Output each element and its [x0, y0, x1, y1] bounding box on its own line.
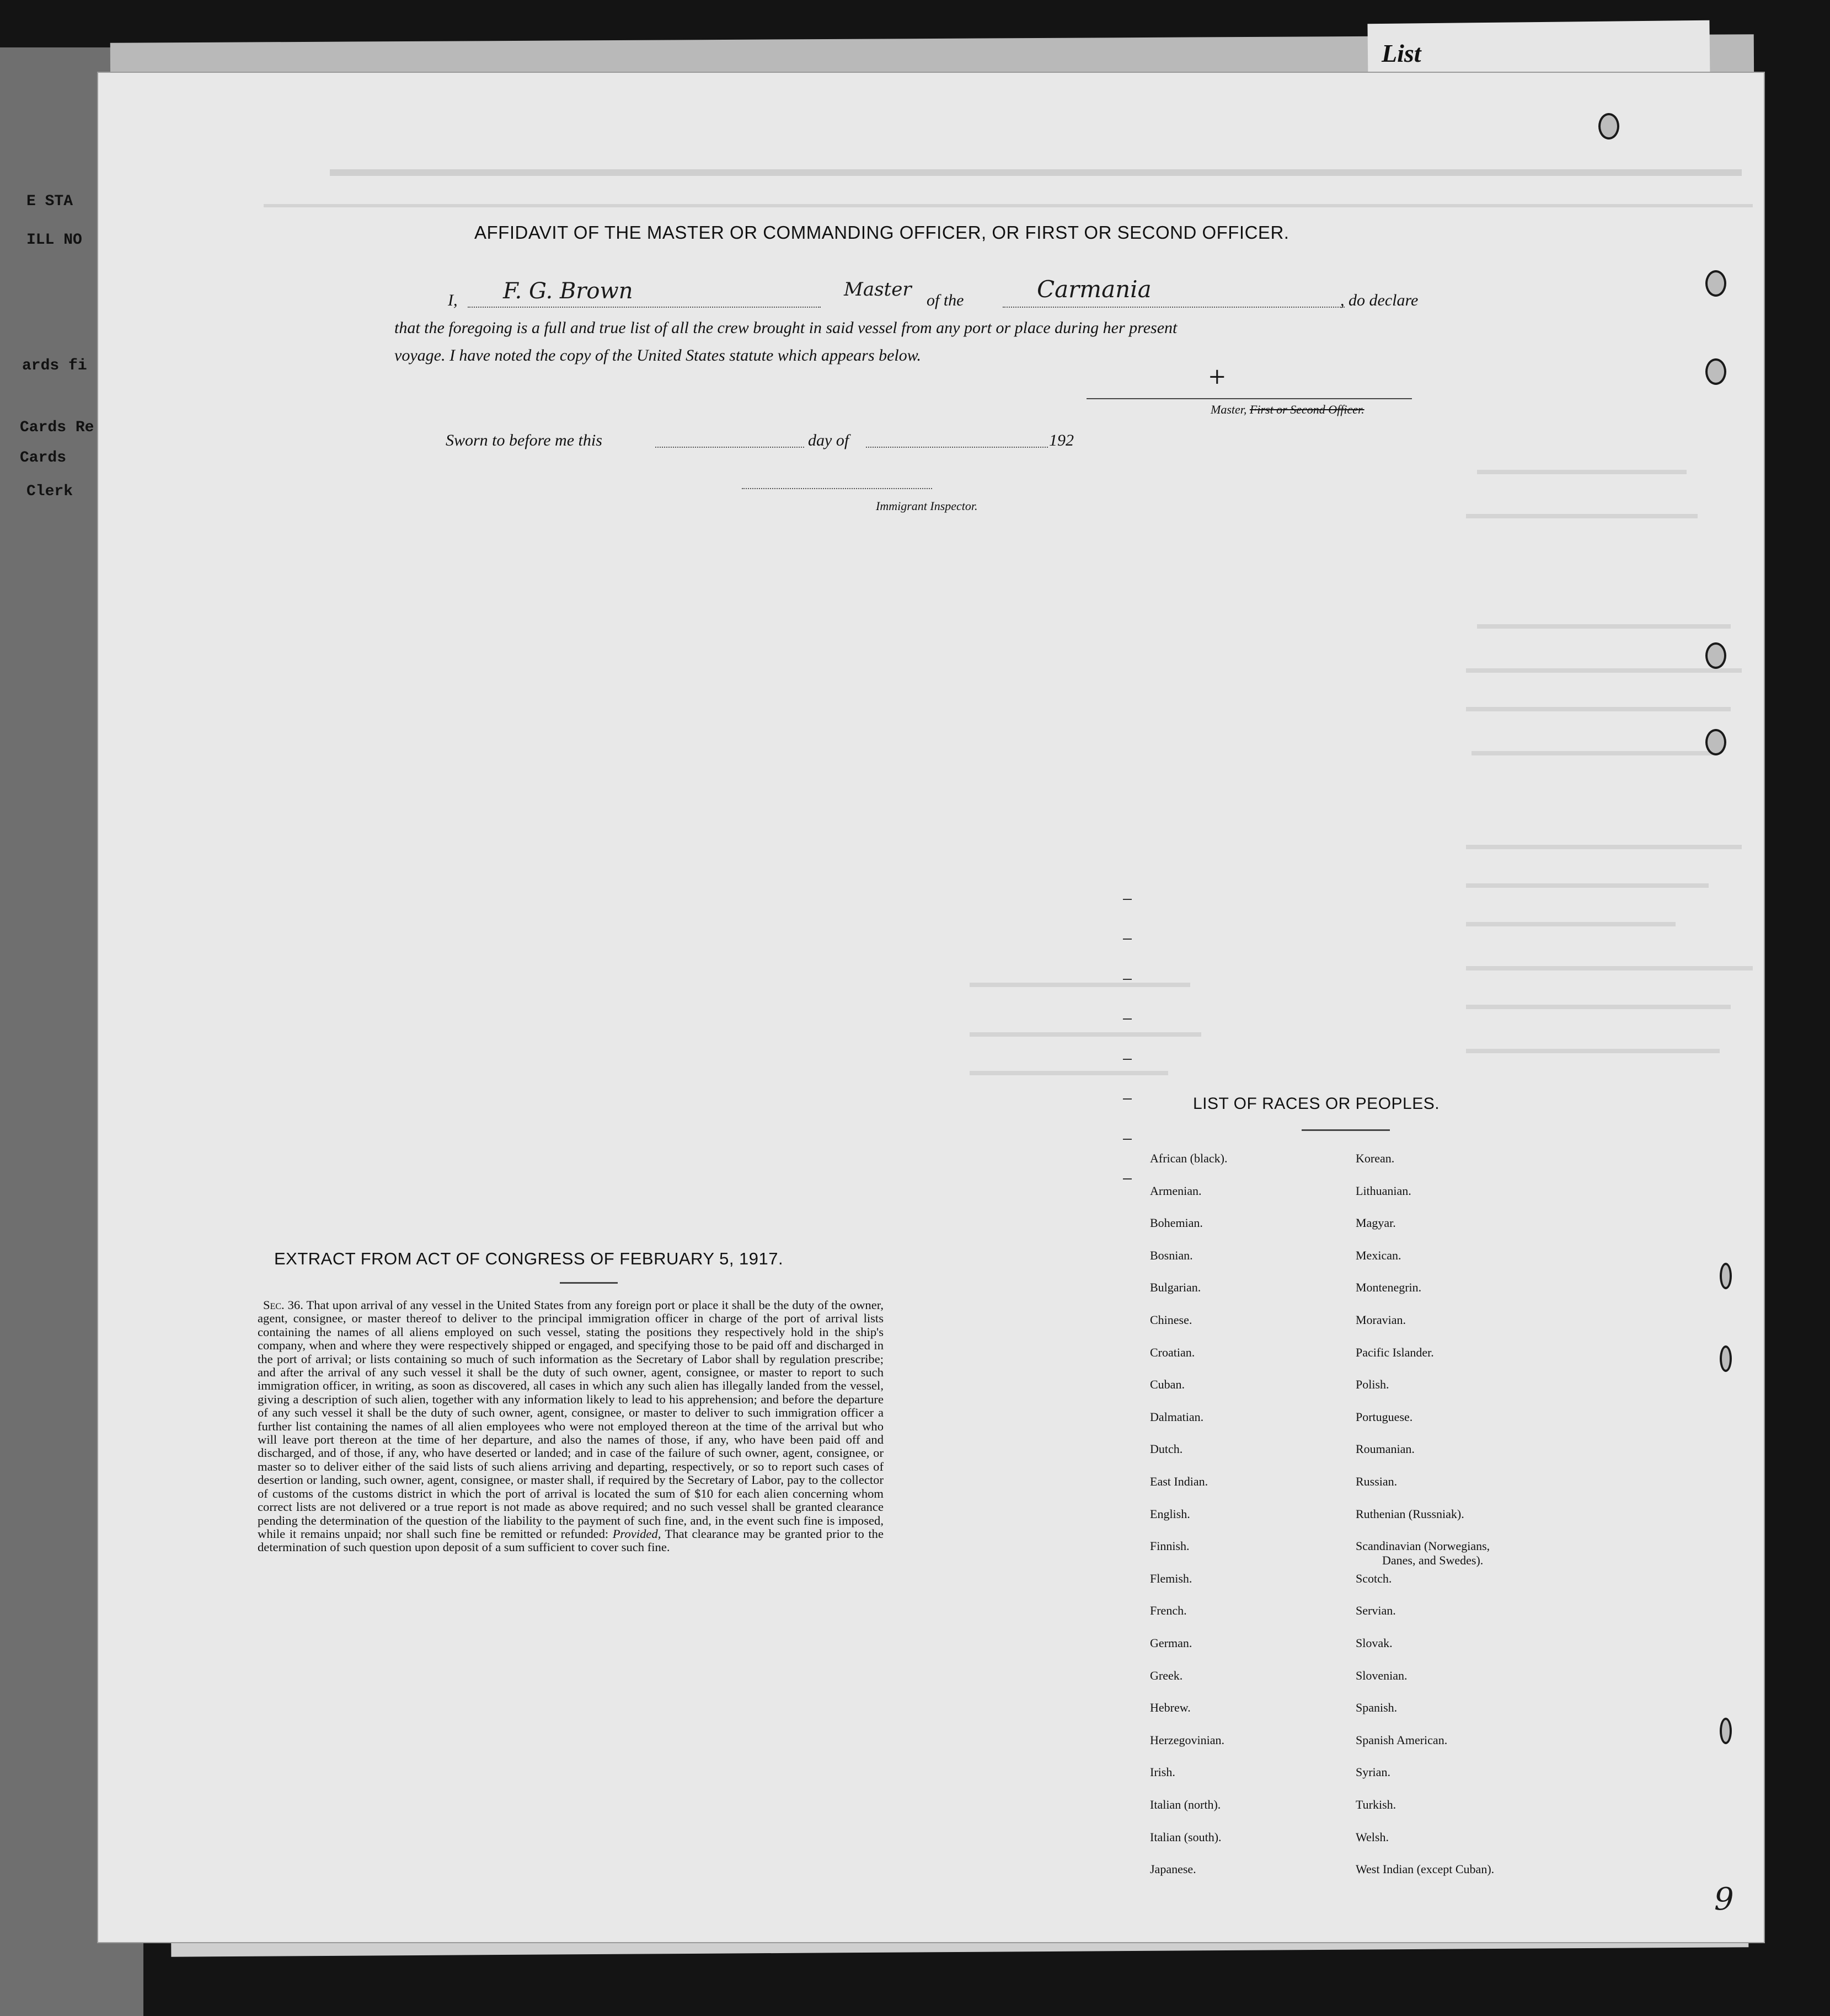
show-through-ink	[1477, 470, 1687, 485]
show-through-ink	[1466, 922, 1676, 937]
race-item: Croatian.	[1150, 1345, 1195, 1359]
officer-name-line	[468, 307, 821, 308]
race-item: Japanese.	[1150, 1862, 1196, 1876]
show-through-ink	[1472, 751, 1714, 766]
extract-provided-text: That clearance may be granted prior to the determination of such question upon deposit of a sum sufficient to cover such fine.	[258, 1526, 884, 1554]
signature-caption-master: Master,	[1211, 403, 1247, 416]
extract-section-text: That upon arrival of any vessel in the United States from any foreign port or place it shall be the duty of the owner, agent, consignee, or master thereof to deliver to the principal immigration officer in charge of the port of arrival lists containing the names of all aliens employed on such vessel, stating the positions they respectively hold in the ship's company, when and where they were respectively shipped or engaged, and specifying those to be paid off and discharged in the port of arrival; or lists containing so much of such information as the Secretary of Labor shall by regulation prescribe; and after the arrival of any such vessel it shall be the duty of such owner, agent, consignee, or master to report to such immigration officer, in writing, as soon as discovered, all cases in which any such alien has illegally landed from the vessel, giving a description of such alien, together with any information likely to lead to his apprehension; and before the departure of any such vessel it shall be the duty of such owner, agent, consignee, or master to deliver to such immigration officer a further list containing the names of all alien employees who were not employed thereon at the time of the arrival but who will leave port thereon at the time of her departure, and also the names of those, if any, who have been paid off and discharged, and of those, if any, who have deserted or landed; and in case of the failure of such owner, agent, consignee, or master so to deliver either of the said lists of such aliens arriving and departing, respectively, or so to report such cases of desertion or landing, such owner, agent, consignee, or master shall, if required by the Secretary of Labor, pay to the collector of customs of the customs district in which the port of arrival is located the sum of $10 for each alien concerning whom correct lists are not delivered or a true report is not made as above required; and no such vessel shall be granted clearance pending the determination of the question of the liability to the payment of such fine, and, in the event such fine is imposed, while it remains unpaid; nor shall such fine be remitted or refunded:	[258, 1298, 884, 1541]
side-strip-text: ards fi	[22, 357, 87, 374]
column-dash	[1123, 1018, 1132, 1020]
race-item: Herzegovinian.	[1150, 1733, 1224, 1747]
side-strip-text: Clerk	[26, 483, 73, 500]
race-item: Slovak.	[1356, 1636, 1393, 1650]
race-item: Portuguese.	[1356, 1409, 1413, 1424]
signature-caption-struck: First or Second Officer.	[1249, 403, 1365, 416]
race-item: Korean.	[1356, 1151, 1395, 1165]
affidavit-line-2: that the foregoing is a full and true list of all the crew brought in said vessel from any port or place during her present	[394, 319, 1178, 337]
show-through-ink	[1466, 1005, 1731, 1020]
binder-hole	[1705, 270, 1726, 297]
affidavit-i-label: I,	[448, 291, 458, 309]
vessel-name: Carmania	[1037, 276, 1152, 303]
binder-hole	[1705, 642, 1726, 669]
side-strip-text: E STA	[26, 193, 73, 210]
show-through-ink	[970, 1032, 1201, 1048]
column-dash	[1123, 1178, 1132, 1179]
affidavit-title: AFFIDAVIT OF THE MASTER OR COMMANDING OFFICER, OR FIRST OR SECOND OFFICER.	[474, 222, 1289, 243]
sworn-label: Sworn to before me this	[446, 431, 602, 449]
officer-rank: Master	[844, 278, 912, 301]
race-item: Scotch.	[1356, 1571, 1392, 1585]
race-item: Bosnian.	[1150, 1248, 1193, 1262]
race-item: Moravian.	[1356, 1313, 1406, 1327]
show-through-ink	[1466, 966, 1753, 982]
extract-section-label: Sec. 36.	[263, 1298, 303, 1312]
officer-name: F. G. Brown	[503, 278, 633, 304]
binder-hole	[1720, 1718, 1732, 1744]
signature-mark: +	[1208, 364, 1227, 389]
show-through-ink	[1466, 514, 1698, 529]
extract-title: EXTRACT FROM ACT OF CONGRESS OF FEBRUARY 5, 1917.	[274, 1249, 784, 1268]
side-strip-text: Cards	[20, 449, 67, 467]
race-item: Pacific Islander.	[1356, 1345, 1434, 1359]
show-through-ink	[970, 1071, 1168, 1086]
side-strip-text: Cards Re	[20, 419, 94, 436]
race-item: Chinese.	[1150, 1313, 1192, 1327]
race-item: Magyar.	[1356, 1216, 1396, 1230]
binder-hole	[1598, 113, 1619, 140]
sworn-day-line	[655, 447, 804, 448]
show-through-ink	[1466, 707, 1731, 722]
signature-caption	[1211, 403, 1365, 417]
inspector-signature-line	[742, 488, 932, 489]
race-item: Scandinavian (Norwegians,	[1356, 1539, 1490, 1553]
race-item: Syrian.	[1356, 1765, 1390, 1779]
extract-body	[258, 1299, 884, 1554]
show-through-ink	[1466, 1049, 1720, 1064]
column-dash	[1123, 1059, 1132, 1060]
race-item: Italian (south).	[1150, 1830, 1222, 1844]
corner-mark: 9	[1714, 1881, 1734, 1917]
race-item: Spanish American.	[1356, 1733, 1448, 1747]
show-through-heading	[330, 169, 1742, 181]
race-item: Greek.	[1150, 1668, 1183, 1682]
race-item: Slovenian.	[1356, 1668, 1408, 1682]
race-item: Welsh.	[1356, 1830, 1389, 1844]
extract-provided-label: Provided,	[612, 1526, 661, 1541]
race-item: Cuban.	[1150, 1377, 1185, 1392]
race-item: Finnish.	[1150, 1539, 1190, 1553]
race-item: German.	[1150, 1636, 1192, 1650]
side-strip-text: ILL NO	[26, 232, 82, 249]
race-item: English.	[1150, 1506, 1190, 1521]
race-item: Montenegrin.	[1356, 1280, 1422, 1295]
show-through-line	[264, 204, 1753, 211]
races-title: LIST OF RACES OR PEOPLES.	[1193, 1095, 1440, 1113]
race-item: Russian.	[1356, 1475, 1398, 1488]
extract-title-underline	[560, 1282, 618, 1284]
binder-hole	[1705, 729, 1726, 755]
inspector-caption: Immigrant Inspector.	[876, 499, 978, 513]
binder-hole	[1720, 1263, 1732, 1289]
race-item: Lithuanian.	[1356, 1183, 1411, 1198]
race-item: East Indian.	[1150, 1475, 1208, 1488]
column-dash	[1123, 1139, 1132, 1140]
binder-hole	[1705, 358, 1726, 385]
race-item: Roumanian.	[1356, 1442, 1415, 1456]
show-through-ink	[1466, 883, 1709, 899]
race-item: African (black).	[1150, 1151, 1228, 1165]
show-through-ink	[1477, 624, 1731, 640]
binder-hole	[1720, 1345, 1732, 1372]
column-dash	[1123, 1098, 1132, 1100]
affidavit-line-3: voyage. I have noted the copy of the United States statute which appears below.	[394, 346, 922, 364]
race-item: West Indian (except Cuban).	[1356, 1862, 1495, 1876]
race-item: Polish.	[1356, 1377, 1389, 1392]
race-item: Dutch.	[1150, 1442, 1183, 1456]
race-item: Flemish.	[1150, 1571, 1192, 1585]
race-item: Turkish.	[1356, 1798, 1396, 1811]
race-item: Dalmatian.	[1150, 1409, 1204, 1424]
show-through-ink	[970, 983, 1190, 998]
column-dash	[1123, 979, 1132, 980]
race-item: Armenian.	[1150, 1183, 1202, 1198]
column-dash	[1123, 899, 1132, 900]
signature-line	[1087, 398, 1412, 399]
show-through-ink	[1466, 668, 1742, 684]
race-item: Servian.	[1356, 1604, 1396, 1618]
race-item: Ruthenian (Russniak).	[1356, 1506, 1464, 1521]
race-item: Bulgarian.	[1150, 1280, 1201, 1295]
race-item: Irish.	[1150, 1765, 1175, 1779]
sworn-day-of-label: day of	[808, 431, 849, 449]
race-item: Hebrew.	[1150, 1701, 1191, 1715]
race-item-continuation: Danes, and Swedes).	[1382, 1553, 1484, 1568]
list-tab-label: List	[1382, 39, 1421, 67]
manifest-sheet	[98, 73, 1764, 1942]
column-dash	[1123, 939, 1132, 940]
show-through-ink	[1466, 845, 1742, 860]
vessel-name-line	[1003, 307, 1345, 308]
race-item: French.	[1150, 1604, 1187, 1618]
race-item: Mexican.	[1356, 1248, 1401, 1262]
race-item: Bohemian.	[1150, 1216, 1203, 1230]
races-title-underline	[1302, 1129, 1390, 1131]
sworn-month-line	[866, 447, 1048, 448]
affidavit-of-the-label: of the	[927, 291, 964, 309]
sworn-year-label: 192	[1049, 431, 1074, 449]
affidavit-declare-label: , do declare	[1340, 291, 1419, 309]
race-item: Spanish.	[1356, 1701, 1398, 1715]
race-item: Italian (north).	[1150, 1798, 1221, 1811]
